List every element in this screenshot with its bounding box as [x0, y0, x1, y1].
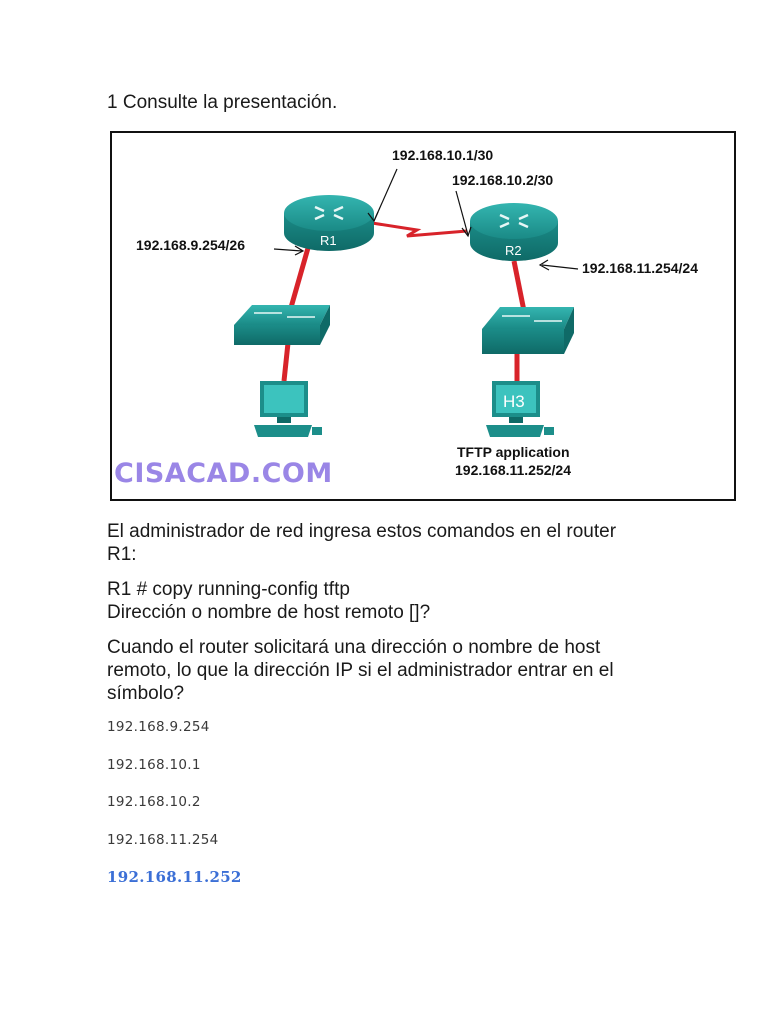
pc-host-h3	[486, 381, 554, 437]
switch1-pc-link	[284, 343, 288, 381]
question-paragraph-2-line-2: remoto, lo que la dirección IP si el administrador entrar en el	[107, 660, 614, 681]
r2-name-label: R2	[505, 243, 522, 258]
answer-option[interactable]: 192.168.10.1	[107, 757, 201, 773]
r1-serial-ip-label: 192.168.10.1/30	[392, 147, 494, 163]
network-topology-figure	[110, 131, 736, 501]
question-paragraph-2-line-3: símbolo?	[107, 683, 185, 704]
tftp-application-label: TFTP application	[457, 444, 570, 460]
question-paragraph-1-line-1: El administrador de red ingresa estos comandos en el router	[107, 521, 617, 542]
tftp-server-ip-label: 192.168.11.252/24	[455, 462, 572, 478]
network-diagram	[112, 133, 734, 499]
serial-link	[372, 223, 467, 236]
r1-name-label: R1	[320, 233, 337, 248]
pc-host-1	[254, 381, 322, 437]
switch-1	[234, 305, 330, 345]
switch-2	[482, 307, 574, 354]
r1-lan-ip-label: 192.168.9.254/26	[136, 237, 245, 253]
router-r2	[470, 203, 558, 261]
question-paragraph-2-line-1: Cuando el router solicitará una dirección o nombre de host	[107, 637, 601, 658]
question-paragraph-1-line-2: R1:	[107, 544, 137, 565]
h3-name-label: H3	[503, 392, 525, 411]
r2-serial-ip-label: 192.168.10.2/30	[452, 172, 554, 188]
router-r1	[284, 195, 374, 251]
command-line: R1 # copy running-config tftp	[107, 579, 350, 600]
r2-switch2-link	[514, 261, 524, 311]
answer-option-correct[interactable]: 192.168.11.252	[107, 868, 242, 886]
answer-option[interactable]: 192.168.9.254	[107, 719, 210, 735]
question-title: 1 Consulte la presentación.	[107, 92, 338, 113]
answer-option[interactable]: 192.168.10.2	[107, 794, 201, 810]
cisacad-watermark: CISACAD.COM	[114, 458, 333, 489]
prompt-line: Dirección o nombre de host remoto []?	[107, 602, 431, 623]
r2-lan-ip-label: 192.168.11.254/24	[582, 260, 699, 276]
answer-option[interactable]: 192.168.11.254	[107, 832, 219, 848]
